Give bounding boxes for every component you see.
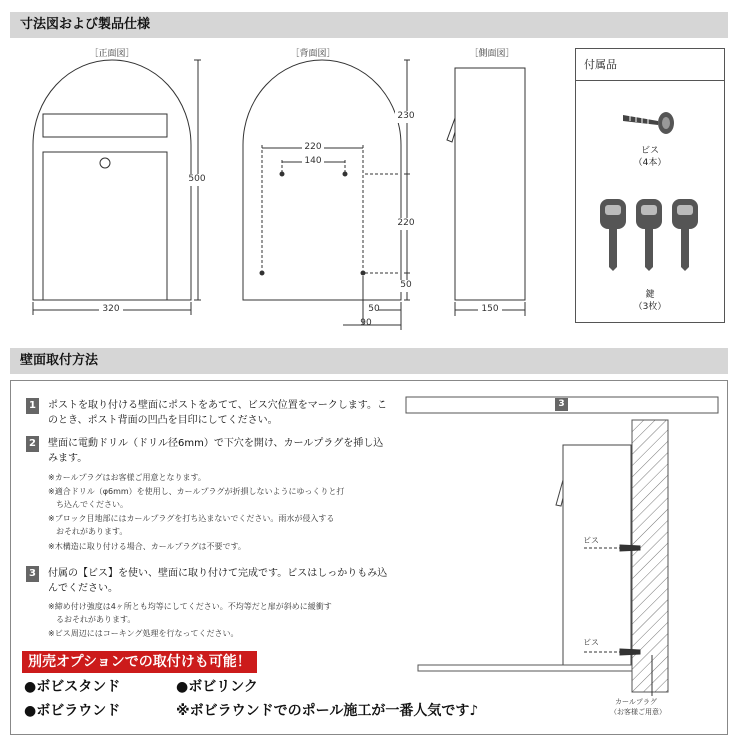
key-label: 鍵 [645, 290, 655, 300]
step-3-note-3: ※ビス周辺にはコーキング処理を行なってください。 [48, 629, 239, 638]
option-bobi-link: ●ボビリンク [176, 679, 258, 695]
dim-back-50: 50 [400, 280, 412, 290]
dim-side-150: 150 [481, 304, 499, 314]
step-1-line-1: ポストを取り付ける壁面にポストをあてて、ビス穴位置をマークします。こ [48, 400, 387, 411]
back-view-label: ［背面図］ [290, 49, 336, 59]
step-2-line-2: みます。 [48, 453, 88, 464]
dim-back-90: 90 [360, 318, 372, 328]
dim-front-width: 320 [102, 304, 120, 314]
step-2-note-2: ※適合ドリル（φ6mm）を使用し、カールプラグが折損しないようにゆっくりと打 [48, 487, 345, 496]
dim-front-height: 500 [188, 174, 206, 184]
diagram-plug-label: カールプラグ [615, 698, 657, 706]
dim-back-140: 140 [304, 156, 322, 166]
step-2-note-3: ち込んでください。 [48, 500, 128, 509]
diagram-screw-label-2: ビス [583, 638, 599, 647]
dim-back-220-v: 220 [397, 218, 415, 228]
step-2-note-1: ※カールプラグはお客様ご用意となります。 [48, 473, 206, 482]
dim-back-220-h: 220 [304, 142, 322, 152]
front-view-label: ［正面図］ [89, 49, 135, 59]
step-2-note-5: おそれがあります。 [48, 527, 128, 536]
step-1-number: 1 [26, 398, 39, 414]
diagram-step-label: 3 [555, 398, 568, 411]
diagram-plug-sub: （お客様ご用意） [610, 708, 666, 716]
step-2-number: 2 [26, 436, 39, 452]
step-1-line-2: のとき、ポスト背面の凹凸を目印にしてください。 [48, 415, 278, 426]
screw-qty: （4本） [633, 158, 667, 168]
option-note: ※ボビラウンドでのポール施工が一番人気です♪ [176, 703, 479, 719]
diagram-screw-label-1: ビス [583, 536, 599, 545]
screw-label: ビス [640, 146, 659, 156]
dim-back-230: 230 [397, 111, 415, 121]
option-bobi-stand: ●ボビスタンド [24, 679, 121, 695]
dim-back-50-side: 50 [368, 304, 380, 314]
step-3-note-2: るおそれがあります。 [48, 615, 136, 624]
section-title-wall-mount: 壁面取付方法 [10, 348, 728, 374]
promo-banner: 別売オプションでの取付けも可能！ [22, 651, 257, 673]
section-title-dimensions: 寸法図および製品仕様 [10, 12, 728, 38]
side-view-label: ［側面図］ [469, 49, 515, 59]
step-3-number: 3 [26, 566, 39, 582]
key-qty: （3枚） [633, 302, 667, 312]
step-3-note-1: ※締め付け強度は4ヶ所とも均等にしてください。不均等だと扉が斜めに緩衝す [48, 602, 332, 611]
option-bobi-round: ●ボビラウンド [24, 703, 121, 719]
step-2-note-6: ※木構造に取り付ける場合、カールプラグは不要です。 [48, 542, 246, 551]
step-3-line-1: 付属の【ビス】を使い、壁面に取り付けて完成です。ビスはしっかりもみ込 [48, 568, 388, 579]
step-3-line-2: んでください。 [48, 583, 118, 594]
step-2-note-4: ※ブロック目地部にはカールプラグを打ち込まないでください。雨水が侵入する [48, 514, 335, 523]
accessories-title: 付属品 [576, 49, 724, 81]
step-2-line-1: 壁面に電動ドリル（ドリル径6mm）で下穴を開け、カールプラグを挿し込 [48, 438, 384, 449]
